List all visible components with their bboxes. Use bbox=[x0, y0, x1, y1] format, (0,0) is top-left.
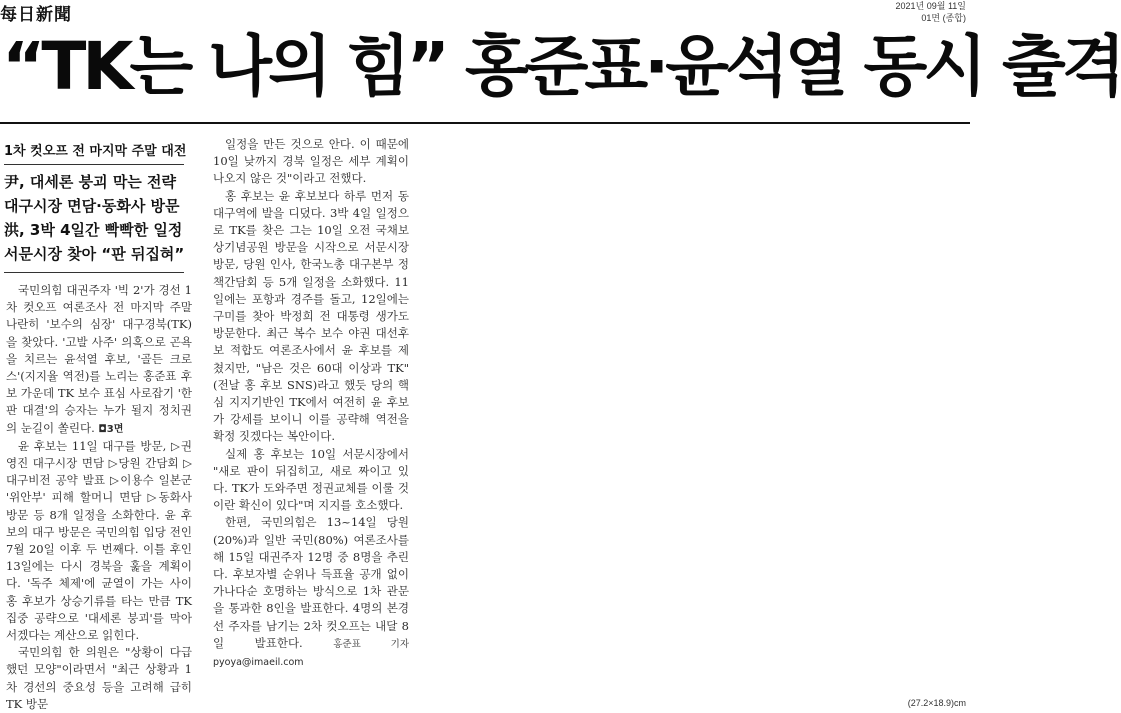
subheadline-divider bbox=[4, 272, 184, 273]
article-column-1 bbox=[6, 282, 192, 713]
article-paragraph: 홍 후보는 윤 후보보다 하루 먼저 동대구역에 발을 디뎠다. 3박 4일 일정으로 TK를 찾은 그는 10일 오전 국채보상기념공원 방문을 시작으로 서문시장 방문, 당원 인사, 한국노총 대구본부 정책간담회 등 5개 일정을 소화했다. 11일에는 포항과 경주를 돌고, 12일에는 구미를 찾아 박정희 전 대통령 생가도 방문한다. 최근 복수 보수 야권 대선후보 적합도 여론조사에서 윤 후보를 제쳤지만, "남은 것은 60대 이상과 TK"(전날 홍 후보 SNS)라고 했듯 당의 핵심 지지기반인 TK에서 여전히 윤 후보가 강세를 보이니 이를 공략해 역전을 확정 짓겠다는 복안이다. bbox=[213, 188, 409, 444]
article-paragraph: 실제 홍 후보는 10일 서문시장에서 "새로 판이 뒤집히고, 새로 짜이고 있다. TK가 도와주면 정권교체를 이룰 것이란 확신이 있다"며 지지를 호소했다. bbox=[213, 446, 409, 513]
article-paragraph: 일정을 만든 것으로 안다. 이 때문에 10일 낮까지 경북 일정은 세부 계획이 나오지 않은 것"이라고 전했다. bbox=[213, 137, 409, 186]
publication-date: 2021년 09월 11일 bbox=[895, 1, 966, 11]
subheadline-line: 대구시장 면담·동화사 방문 bbox=[4, 197, 180, 215]
page-reference-mark: ◘3면 bbox=[98, 423, 124, 435]
article-paragraph: 국민의힘 한 의원은 "상황이 다급했던 모양"이라면서 "최근 상황과 1차 경선의 중요성 등을 고려해 급히 TK 방문 bbox=[6, 645, 192, 711]
article-paragraph: 한편, 국민의힘은 13~14일 당원(20%)과 일반 국민(80%) 여론조사를 해 15일 대권주자 12명 중 8명을 추린다. 후보자별 순위나 득표율 공개 없이 가나다순 호명하는 방식으로 1차 관문을 통과한 8인을 발표한다. 4명의 본경선 주자를 남기는 2차 컷오프는 내달 8일 발표한다. 홍준표 기자 pyoya@imaeil.com bbox=[213, 515, 409, 669]
article-column-2 bbox=[213, 136, 409, 671]
headline: “TK는 나의 힘” 홍준표·윤석열 동시 출격 bbox=[2, 28, 1121, 105]
subheadline-line: 洪, 3박 4일간 빡빡한 일정 bbox=[4, 221, 183, 239]
page-section: 01면 (종합) bbox=[921, 13, 966, 23]
clipping-size-note: (27.2×18.9)cm bbox=[907, 698, 966, 708]
newspaper-masthead: 每日新聞 bbox=[0, 5, 72, 25]
article-paragraph: 윤 후보는 11일 대구를 방문, ▷권영진 대구시장 면담 ▷당원 간담회 ▷대구비전 공약 발표 ▷이용수 일본군 '위안부' 피해 할머니 면담 ▷동화사 방문 등 8개 일정을 소화한다. 윤 후보의 대구 방문은 국민의힘 입당 전인 7월 20일 이후 두 번째다. 이틀 후인 13일에는 다시 경북을 훑을 계획이다. '독주 체제'에 균열이 가는 사이 홍 후보가 상승기류를 타는 만큼 TK 집중 공략으로 '대세론 붕괴'를 막아서겠다는 계산으로 읽힌다. bbox=[6, 438, 192, 643]
headline-divider bbox=[0, 122, 970, 124]
kicker: 1차 컷오프 전 마지막 주말 대전 bbox=[4, 144, 187, 159]
dateline bbox=[896, 0, 966, 24]
byline: 홍준표 기자 pyoya@imaeil.com bbox=[213, 638, 409, 669]
subheadline-line: 尹, 대세론 붕괴 막는 전략 bbox=[4, 173, 176, 191]
kicker-divider bbox=[4, 164, 184, 165]
article-paragraph: 국민의힘 대권주자 '빅 2'가 경선 1차 컷오프 여론조사 전 마지막 주말 나란히 '보수의 심장' 대구경북(TK)을 찾았다. '고발 사주' 의혹으로 곤욕을 치르는 윤석열 후보, '골든 크로스'(지지율 역전)를 노리는 홍준표 후보 가운데 TK 보수 표심 사로잡기 '한판 대결'의 승자는 누가 될지 정치권의 눈길이 쏠린다. ◘3면 bbox=[6, 283, 192, 435]
subheadline-line: 서문시장 찾아 “판 뒤집혀” bbox=[4, 245, 185, 263]
subheadline-block bbox=[4, 170, 190, 266]
